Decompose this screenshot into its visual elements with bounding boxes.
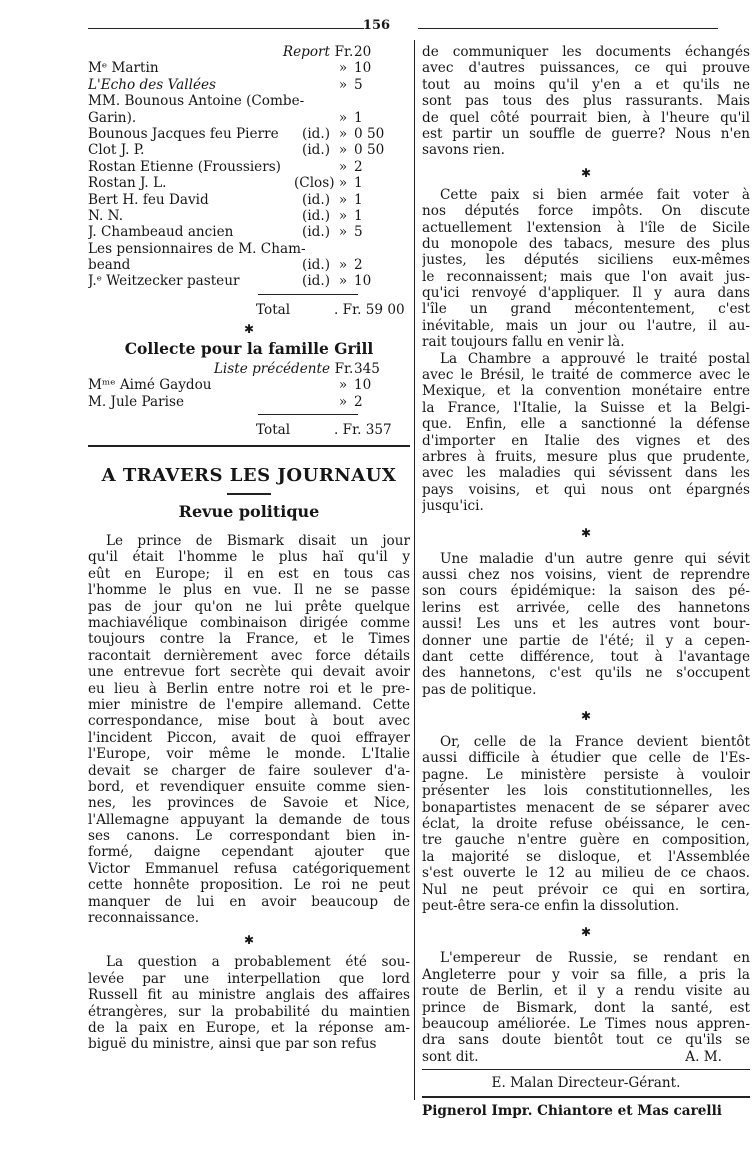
subscription-name: M. Jule Parise <box>88 393 184 410</box>
text-line: d'importer en Italie des vignes et des <box>422 432 750 449</box>
subscription-amt: 10 <box>354 273 372 290</box>
subscription-amt: 0 50 <box>354 125 385 142</box>
text-line: le reconnaissent; mais que l'on avait jus- <box>422 268 750 285</box>
text-line: eût en Europe; il en est en tous cas <box>88 565 410 582</box>
text-line: tre gauche n'entre guère en composition, <box>422 832 750 849</box>
separator-star: ✱ <box>580 165 592 180</box>
text-line: route de Berlin, et il y a rendu visite au <box>422 983 750 1000</box>
subscription-qual: (id.) <box>302 191 330 208</box>
subscription-row <box>88 60 410 76</box>
text-line: machiavélique combinaison dirigée comme <box>88 614 410 631</box>
text-line: rait toujours fallu en venir là. <box>422 334 625 351</box>
text-line: Angleterre pour y voir sa fille, a pris la <box>422 966 750 983</box>
subscription-amt: 10 <box>354 377 372 394</box>
subscription-name: Rostan J. L. <box>88 175 167 192</box>
subscription-dot: » <box>338 142 348 159</box>
liste-line: Liste précédente Fr. 345 <box>213 360 380 377</box>
subscription-row <box>88 208 410 224</box>
subscription-qual: (id.) <box>302 207 330 224</box>
text-line: manquer de lui en avoir beaucoup de <box>88 893 410 910</box>
text-line: arbres à fruits, mesure plus que prudente, <box>422 448 750 465</box>
text-line: Cette paix si bien armée fait voter à <box>440 186 750 203</box>
subscription-dot: » <box>338 76 348 93</box>
subscription-amt: 2 <box>354 257 363 274</box>
subscription-qual: (id.) <box>302 257 330 274</box>
text-line: de quel côté pourrait bien, à l'heure qu'il <box>422 109 750 126</box>
text-line: ses canons. Le correspondant bien in- <box>88 828 410 845</box>
text-line: qu'il était l'homme le plus haï qu'il y <box>88 549 410 566</box>
subscription-amt: 2 <box>354 158 363 175</box>
text-line: pays voisins, et qui nous ont épargnés <box>422 481 750 498</box>
text-line: dant cette différence, tout à l'avantage <box>422 648 750 665</box>
separator-star: ✱ <box>580 925 592 940</box>
subscription-row <box>88 224 410 240</box>
subscription-row <box>88 377 410 393</box>
text-line: sont pas tous des plus rassurants. Mais <box>422 93 750 110</box>
text-line: Le prince de Bismark disait un jour <box>106 533 410 550</box>
subscription-name: Bounous Jacques feu Pierre <box>88 125 279 142</box>
article-paragraph <box>422 551 750 699</box>
text-line: Mexique, et la convention monétaire entre <box>422 383 750 400</box>
text-line: une entrevue fort secrète qui devait avoir <box>88 664 410 681</box>
text-line: La question a probablement été sou- <box>106 954 410 971</box>
text-line: est partir un souffle de guerre? Nous n'en <box>422 125 750 142</box>
text-line: nes, les provinces de Savoie et Nice, <box>88 795 410 812</box>
subscription-amt: 2 <box>354 393 363 410</box>
text-line: l'Allemagne appuyant la demande de tous <box>88 811 410 828</box>
section-title: A TRAVERS LES JOURNAUX <box>101 465 397 487</box>
subscription-row <box>88 273 410 289</box>
subscription-qual: (id.) <box>302 125 330 142</box>
article-paragraph <box>88 533 410 926</box>
text-line: avec d'autres puissances, ce qui prouve <box>422 60 750 77</box>
subscription-name: Rostan Etienne (Froussiers) <box>88 158 281 175</box>
subscription-dot: » <box>338 109 348 126</box>
text-line: peut-être sera-ce enfin la dissolution. <box>422 897 680 914</box>
subscription-name: J.ᵉ Weitzecker pasteur <box>88 273 240 290</box>
subscription-row <box>88 394 410 410</box>
subscription-name: MM. Bounous Antoine (Combe- <box>88 93 305 110</box>
subscription-amt: 10 <box>354 60 372 77</box>
subscription-dot: » <box>338 207 348 224</box>
text-line: pas de jour qu'on ne lui prête quelque <box>88 598 410 615</box>
text-line: levée par une interpellation que lord <box>88 970 410 987</box>
signature-rule <box>422 1069 750 1070</box>
subscription-dot: » <box>338 377 348 394</box>
subscription-row <box>88 77 410 93</box>
subscription-row <box>88 93 410 109</box>
separator-star: ✱ <box>580 525 592 540</box>
text-line: sont dit. <box>422 1048 479 1065</box>
subscription-name: Mᵐᵉ Aimé Gaydou <box>88 377 212 394</box>
collecte-list <box>88 377 410 410</box>
column-divider <box>414 40 415 1100</box>
subscription-amt: 1 <box>354 109 363 126</box>
header-rule-right <box>418 28 718 29</box>
total-line: Total . Fr. 59 00 <box>256 301 405 318</box>
subscription-row <box>88 175 410 191</box>
subscription-dot: » <box>338 273 348 290</box>
separator-star: ✱ <box>243 933 255 948</box>
separator-star: ✱ <box>580 709 592 724</box>
text-line: actuellement l'extension à l'île de Sicile <box>422 219 750 236</box>
subscription-amt: 1 <box>354 191 363 208</box>
text-line: L'empereur de Russie, se rendant en <box>440 950 750 967</box>
text-line: de la paix en Europe, et la réponse am- <box>88 1019 410 1036</box>
subscription-row <box>88 241 410 257</box>
article-paragraph <box>422 734 750 914</box>
page-number: 156 <box>362 18 391 33</box>
article-paragraph <box>422 187 750 351</box>
text-line: dra sans doute bientôt tout ce qu'ils se <box>422 1032 750 1049</box>
text-line: l'incident Piccon, avait de quoi effrayer <box>88 729 410 746</box>
subscription-name: N. N. <box>88 207 124 224</box>
text-line: devait se charger de faire soulever d'a- <box>88 762 410 779</box>
left-column <box>88 44 410 1053</box>
text-line: qu'ici renvoyé d'appliquer. Il y aura dans <box>422 285 750 302</box>
text-line: étrangères, sur la probabilité du maintien <box>88 1003 410 1020</box>
text-line: mier ministre de l'empire allemand. Cette <box>88 696 410 713</box>
text-line: l'île un grand mécontentement, c'est <box>422 301 750 318</box>
subsection-title: Revue politique <box>178 502 320 522</box>
subscription-name: Bert H. feu David <box>88 191 209 208</box>
subscription-amt: 1 <box>354 175 363 192</box>
subscription-qual: (Clos) <box>294 175 335 192</box>
subscription-name: Les pensionnaires de M. Cham- <box>88 240 306 257</box>
subscription-name: L'Echo des Vallées <box>88 76 217 93</box>
text-line: s'est ouverte le 12 au milieu de ce chaos. <box>422 865 750 882</box>
subscription-dot: » <box>338 257 348 274</box>
text-line: pas de politique. <box>422 681 537 698</box>
text-line: biguë du ministre, ainsi que par son refus <box>88 1036 377 1053</box>
text-line: du monopole des tabacs, mesure des plus <box>422 235 750 252</box>
text-line: de communiquer les documents échangés <box>422 44 750 60</box>
subscription-dot: » <box>338 60 348 77</box>
text-line: son cours épidémique: la saison des pé- <box>422 583 750 600</box>
text-line: jusqu'ici. <box>422 498 484 515</box>
section-rule <box>88 445 410 447</box>
total-rule <box>258 294 358 295</box>
subscription-dot: » <box>338 393 348 410</box>
text-line: que. Enfin, elle a sanctionné la défense <box>422 416 750 433</box>
subscription-qual: (id.) <box>302 224 330 241</box>
article-paragraph <box>422 44 750 159</box>
collecte-title: Collecte pour la famille Grill <box>124 338 374 358</box>
text-line: bord, et revendiquer ensuite comme sien- <box>88 778 410 795</box>
subscription-row <box>88 126 410 142</box>
text-line: pagne. Le ministère persiste à vouloir <box>422 766 750 783</box>
subscription-dot: » <box>338 158 348 175</box>
subscription-name: Garin). <box>88 109 137 126</box>
text-line: toujours contre la France, et le Times <box>88 631 410 648</box>
subscription-row <box>88 142 410 158</box>
subscription-qual: (id.) <box>302 273 330 290</box>
subscription-row <box>88 110 410 126</box>
report-line: Report Fr. 20 <box>282 44 372 60</box>
text-line: beaucoup améliorée. Le Times nous appren- <box>422 1015 750 1032</box>
text-line: aussi chez nos voisins, vient de reprendre <box>422 566 750 583</box>
text-line: Victor Emmanuel refusa catégoriquement <box>88 860 410 877</box>
printer-line: Pignerol Impr. Chiantore et Mas carelli <box>422 1103 722 1120</box>
printer-rule <box>422 1096 750 1098</box>
text-line: bonapartistes menacent de se séparer avec <box>422 799 750 816</box>
text-line: eu lieu à Berlin entre notre roi et le pre- <box>88 680 410 697</box>
subscription-row <box>88 159 410 175</box>
total-line-2: Total . Fr. 357 <box>256 422 392 439</box>
text-line: aussi! Les uns et les autres vont bour- <box>422 616 750 633</box>
subscription-list <box>88 60 410 289</box>
subscription-dot: » <box>338 125 348 142</box>
subscription-amt: 5 <box>354 76 363 93</box>
text-line: savons rien. <box>422 142 505 159</box>
article-paragraph <box>422 351 750 515</box>
text-line: La Chambre a approuvé le traité postal <box>440 350 750 367</box>
text-line: correspondance, mise bout à bout avec <box>88 713 410 730</box>
subscription-amt: 5 <box>354 224 363 241</box>
text-line: formé, daigne cependant ajouter que <box>88 844 410 861</box>
text-line: Or, celle de la France devient bientôt <box>440 734 750 751</box>
subscription-dot: » <box>338 191 348 208</box>
text-line: justes, les députés siciliens eux-mêmes <box>422 252 750 269</box>
text-line: aussi difficile à étudier que celle de l'Es- <box>422 750 750 767</box>
article-paragraph <box>88 954 410 1052</box>
separator-star: ✱ <box>243 321 255 336</box>
total-rule <box>258 414 358 415</box>
director-line: E. Malan Directeur-Gérant. <box>491 1075 681 1092</box>
text-line: l'Europe, voir même le monde. L'Italie <box>88 746 410 763</box>
text-line: racontait dernièrement avec force détails <box>88 647 410 664</box>
text-line: avec le Brésil, le traité de commerce avec le <box>422 367 750 384</box>
subscription-amt: 1 <box>354 207 363 224</box>
text-line: avec les maladies qui sévissent dans les <box>422 465 750 482</box>
subscription-row <box>88 257 410 273</box>
subscription-amt: 0 50 <box>354 142 385 159</box>
title-dash <box>227 493 271 495</box>
subscription-name: Mᵉ Martin <box>88 60 159 77</box>
text-line: inévitable, mais un jour ou l'autre, il au- <box>422 317 750 334</box>
subscription-qual: (id.) <box>302 142 330 159</box>
text-line: reconnaissance. <box>88 910 200 927</box>
subscription-dot: » <box>338 175 348 192</box>
text-line: présenter les lois constitutionnelles, les <box>422 783 750 800</box>
text-line: la France, l'Italie, la Suisse et la Belgi- <box>422 399 750 416</box>
text-line: lerins est arrivée, celle des hannetons <box>422 599 750 616</box>
subscription-name: beand <box>88 257 131 274</box>
text-line: cette honnête proposition. Le roi ne peut <box>88 877 410 894</box>
text-line: Nul ne peut prévoir ce qui en sortira, <box>422 881 750 898</box>
text-line: l'homme le plus en vue. Il ne se passe <box>88 582 410 599</box>
subscription-row <box>88 192 410 208</box>
author-initials: A. M. <box>685 1048 722 1065</box>
text-line: prince de Bismark, dont la santé, est <box>422 999 750 1016</box>
right-column <box>422 44 750 1120</box>
subscription-name: J. Chambeaud ancien <box>88 224 234 241</box>
text-line: la majorité se disloque, et l'Assemblée <box>422 848 750 865</box>
text-line: éclat, la droite refuse obéissance, le cen- <box>422 816 750 833</box>
text-line: tout au moins qu'il y'en a et qu'ils ne <box>422 76 750 93</box>
text-line: des hannetons, c'est qu'ils ne s'occupent <box>422 665 750 682</box>
subscription-dot: » <box>338 224 348 241</box>
text-line: nos députés force impôts. On discute <box>422 203 750 220</box>
text-line: Une maladie d'un autre genre qui sévit <box>440 550 750 567</box>
subscription-name: Clot J. P. <box>88 142 145 159</box>
text-line: Russell fit au ministre anglais des affaires <box>88 987 410 1004</box>
text-line: donner une partie de l'été; il y a cepen- <box>422 632 750 649</box>
